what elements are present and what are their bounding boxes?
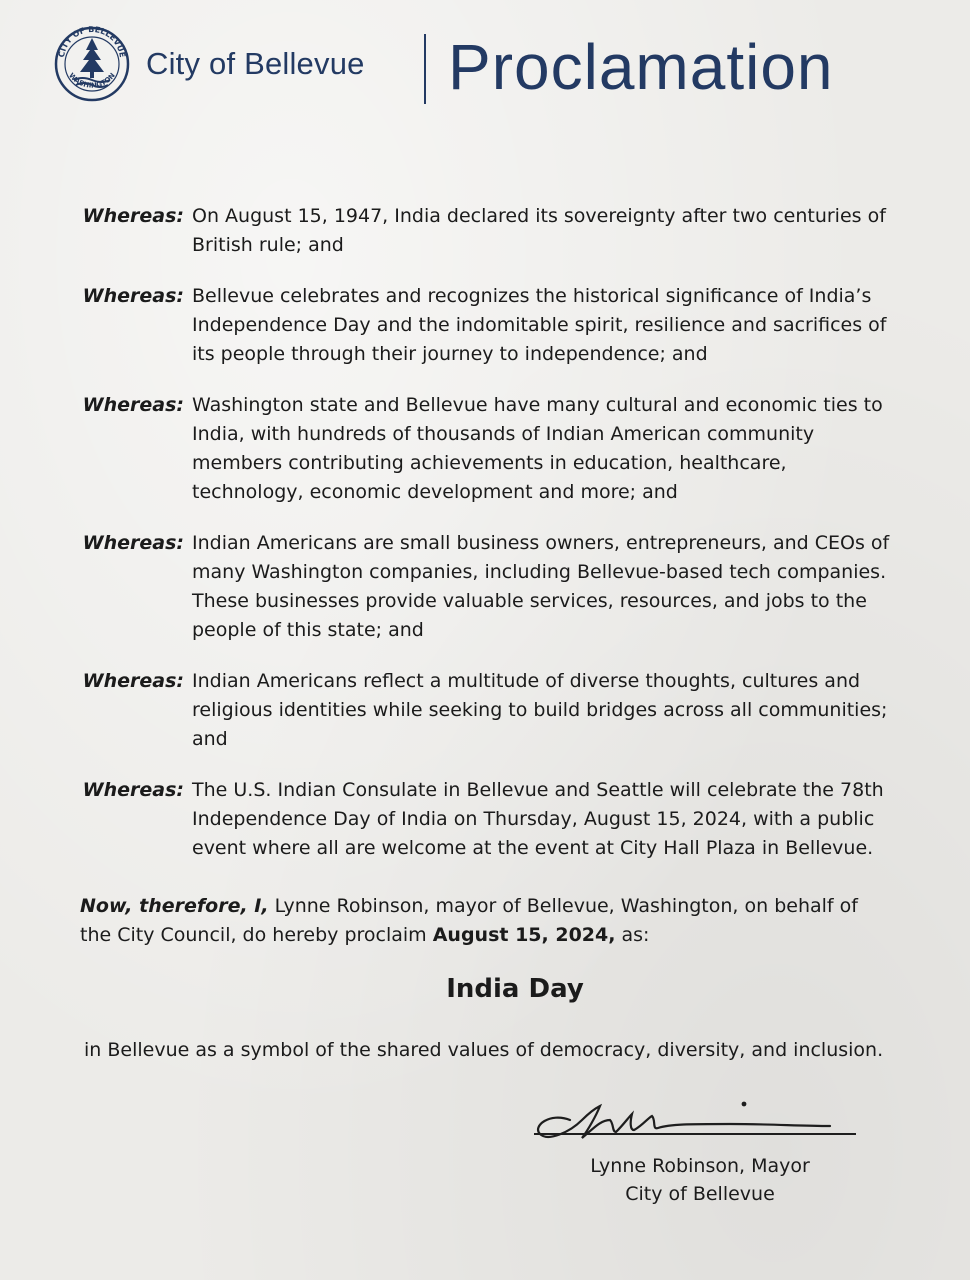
document-title: Proclamation xyxy=(448,31,834,103)
clause-text: Indian Americans reflect a multitude of diverse thoughts, cultures and religious identities while seeking to build bridges across all communities; and xyxy=(192,670,888,750)
whereas-clause xyxy=(76,202,916,260)
day-title: India Day xyxy=(446,974,584,1004)
proclamation-statement xyxy=(80,892,880,950)
therefore-text: Lynne Robinson, mayor of Bellevue, Washington, on behalf of the City Council, do hereby proclaim xyxy=(80,895,858,946)
city-seal-icon xyxy=(52,16,132,104)
whereas-clause xyxy=(76,667,916,754)
letterhead xyxy=(52,16,932,112)
whereas-clause xyxy=(76,776,916,863)
clause-label: Whereas: xyxy=(82,779,184,801)
clause-label: Whereas: xyxy=(82,532,184,554)
clause-label: Whereas: xyxy=(82,670,184,692)
clause-text: Washington state and Bellevue have many cultural and economic ties to India, with hundreds of thousands of Indian American community members contributing achievements in education, healthcare, technology, economic development and more; and xyxy=(192,394,883,503)
clause-text: The U.S. Indian Consulate in Bellevue and Seattle will celebrate the 78th Independence Day of India on Thursday, August 15, 2024, with a public event where all are welcome at the event at City Hall Plaza in Bellevue. xyxy=(192,779,884,859)
mayor-signature xyxy=(530,1090,860,1146)
header-divider xyxy=(424,34,426,104)
whereas-clauses xyxy=(76,202,916,885)
clause-text: On August 15, 1947, India declared its sovereignty after two centuries of British rule; and xyxy=(192,205,886,256)
closing-statement: in Bellevue as a symbol of the shared values of democracy, diversity, and inclusion. xyxy=(84,1039,884,1061)
signatory-block xyxy=(560,1152,840,1208)
svg-text:CITY OF BELLEVUE: CITY OF BELLEVUE xyxy=(57,24,127,59)
clause-text: Indian Americans are small business owners, entrepreneurs, and CEOs of many Washington companies, including Bellevue-based tech companies. These businesses provide valuable services, resources, and jobs to the people of this state; and xyxy=(192,532,890,641)
therefore-lead: Now, therefore, I, xyxy=(80,895,269,917)
whereas-clause xyxy=(76,391,916,507)
signatory-name: Lynne Robinson, Mayor xyxy=(590,1155,810,1177)
signature-line xyxy=(534,1133,856,1135)
clause-label: Whereas: xyxy=(82,285,184,307)
signatory-organization: City of Bellevue xyxy=(625,1183,775,1205)
clause-text: Bellevue celebrates and recognizes the historical significance of India’s Independence Day and the indomitable spirit, resilience and sacrifices of its people through their journey to independence; and xyxy=(192,285,887,365)
city-name: City of Bellevue xyxy=(146,46,365,81)
clause-label: Whereas: xyxy=(82,205,184,227)
svg-text:WASHINGTON: WASHINGTON xyxy=(67,71,117,90)
clause-label: Whereas: xyxy=(82,394,184,416)
whereas-clause xyxy=(76,282,916,369)
whereas-clause xyxy=(76,529,916,645)
therefore-tail: as: xyxy=(615,924,650,946)
proclaimed-date: August 15, 2024, xyxy=(432,924,616,946)
